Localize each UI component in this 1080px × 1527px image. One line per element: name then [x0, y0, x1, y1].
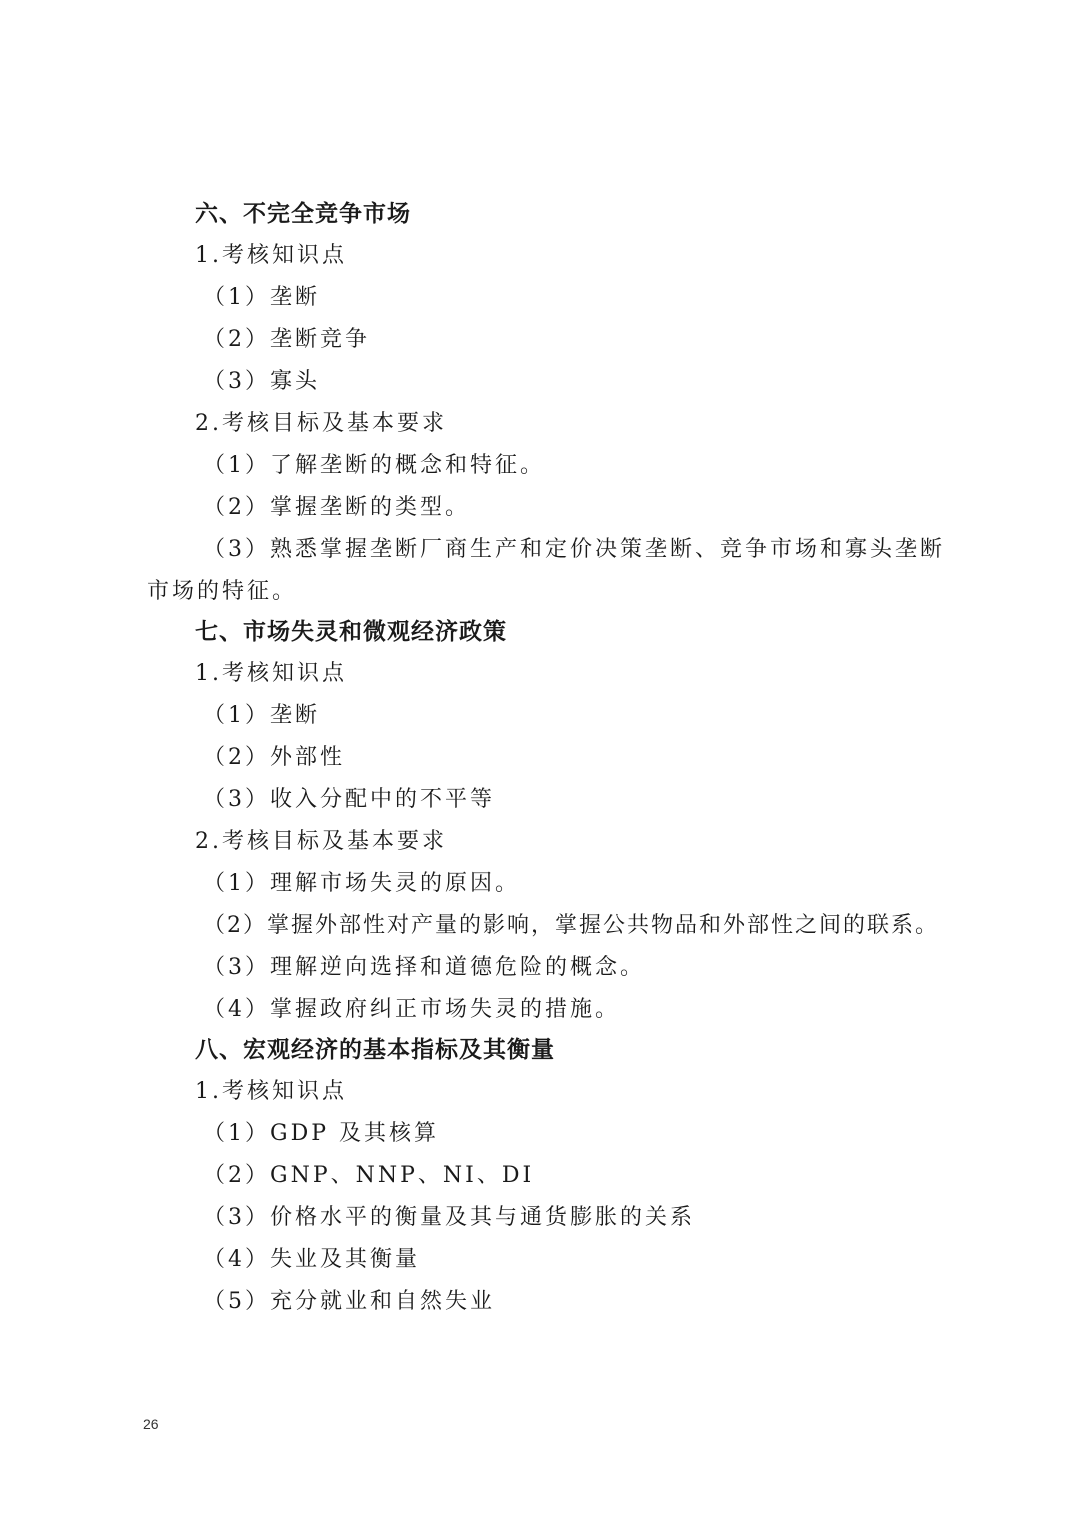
list-item: （3）熟悉掌握垄断厂商生产和定价决策垄断、竞争市场和寡头垄断: [203, 537, 945, 562]
section-heading: 六、不完全竞争市场: [195, 201, 411, 227]
page-number: 26: [143, 1416, 159, 1432]
list-item: （2）GNP、NNP、NI、DI: [203, 1163, 535, 1188]
list-item: （2）外部性: [203, 745, 345, 770]
list-item-continuation: 市场的特征。: [147, 579, 298, 604]
list-item: （1）GDP 及其核算: [203, 1121, 440, 1146]
list-item: （5）充分就业和自然失业: [203, 1289, 495, 1314]
section-heading: 八、宏观经济的基本指标及其衡量: [195, 1037, 555, 1063]
list-item: （1）理解市场失灵的原因。: [203, 871, 520, 896]
list-item: （3）理解逆向选择和道德危险的概念。: [203, 955, 645, 980]
list-item: （3）收入分配中的不平等: [203, 787, 495, 812]
subsection-title: 1.考核知识点: [195, 661, 347, 686]
list-item: （1）了解垄断的概念和特征。: [203, 453, 545, 478]
subsection-title: 1.考核知识点: [195, 243, 347, 268]
list-item: （2）掌握外部性对产量的影响，掌握公共物品和外部性之间的联系。: [203, 913, 939, 938]
list-item: （2）垄断竞争: [203, 327, 370, 352]
list-item: （4）掌握政府纠正市场失灵的措施。: [203, 997, 620, 1022]
list-item: （3）寡头: [203, 369, 320, 394]
list-item: （1）垄断: [203, 703, 320, 728]
subsection-title: 2.考核目标及基本要求: [195, 829, 447, 854]
list-item: （2）掌握垄断的类型。: [203, 495, 470, 520]
list-item: （3）价格水平的衡量及其与通货膨胀的关系: [203, 1205, 695, 1230]
subsection-title: 2.考核目标及基本要求: [195, 411, 447, 436]
list-item: （4）失业及其衡量: [203, 1247, 420, 1272]
subsection-title: 1.考核知识点: [195, 1079, 347, 1104]
section-heading: 七、市场失灵和微观经济政策: [195, 619, 507, 645]
list-item: （1）垄断: [203, 285, 320, 310]
